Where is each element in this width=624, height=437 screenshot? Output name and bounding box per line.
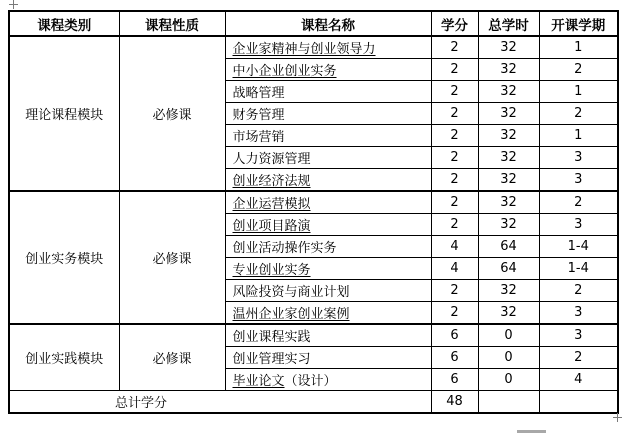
header-row [9,11,618,36]
credits-cell: 2 [431,302,478,325]
hours-cell: 32 [478,191,539,214]
hours-cell: 32 [478,169,539,192]
credits-cell: 2 [431,147,478,169]
course-row [9,191,618,214]
semester-cell: 2 [539,103,618,125]
semester-cell: 2 [539,59,618,81]
course-name-underlined: 企业家精神与创业领导力 [232,42,376,57]
course-name-cell [225,324,431,347]
hours-cell: 0 [478,324,539,347]
curriculum-table [8,10,619,414]
table-resize-handle-icon[interactable] [613,413,622,422]
semester-cell: 3 [539,324,618,347]
credits-cell: 2 [431,280,478,302]
hours-cell: 32 [478,59,539,81]
category-cell-practicum: 创业实践模块 [9,324,119,391]
course-name-plain: 创业活动操作实务 [232,241,337,256]
semester-cell: 1-4 [539,236,618,258]
hours-cell: 0 [478,369,539,391]
total-semester-empty-cell [539,391,618,414]
course-name-plain: 创业课程实践 [232,330,311,345]
nature-cell-theory: 必修课 [119,36,225,191]
gray-underline-bar [517,430,546,433]
course-name-underlined: 中小企业创业实务 [232,64,337,79]
hours-cell: 32 [478,214,539,236]
hours-cell: 32 [478,147,539,169]
credits-cell: 2 [431,191,478,214]
course-name-cell [225,369,431,391]
credits-cell: 6 [431,347,478,369]
credits-cell: 2 [431,59,478,81]
course-name-underlined: 创业项目路演 [232,219,311,234]
header-total-hours: 总学时 [478,11,539,36]
credits-cell: 2 [431,214,478,236]
semester-cell: 3 [539,147,618,169]
header-semester: 开课学期 [539,11,618,36]
hours-cell: 32 [478,81,539,103]
header-course-name: 课程名称 [225,11,431,36]
course-name-plain: 财务管理 [232,108,285,123]
total-row [9,391,618,414]
hours-cell: 32 [478,36,539,59]
semester-cell: 1 [539,125,618,147]
course-name-plain: 市场营销 [232,130,285,145]
hours-cell: 32 [478,103,539,125]
semester-cell: 3 [539,214,618,236]
header-course-category: 课程类别 [9,11,119,36]
semester-cell: 1 [539,81,618,103]
header-credits: 学分 [431,11,478,36]
course-name-cell [225,36,431,59]
course-name-plain: 创业管理实习 [232,352,311,367]
course-name-plain: 风险投资与商业计划 [232,285,350,300]
semester-cell: 3 [539,302,618,325]
hours-cell: 32 [478,125,539,147]
semester-cell: 1-4 [539,258,618,280]
credits-cell: 4 [431,236,478,258]
nature-cell-practicum: 必修课 [119,324,225,391]
semester-cell: 2 [539,191,618,214]
course-name-underlined: 温州企业家创业案例 [232,307,350,322]
credits-cell: 2 [431,169,478,192]
course-name-cell [225,59,431,81]
hours-cell: 32 [478,280,539,302]
credits-cell: 4 [431,258,478,280]
course-name-cell [225,103,431,125]
hours-cell: 32 [478,302,539,325]
total-hours-empty-cell [478,391,539,414]
credits-cell: 2 [431,81,478,103]
course-name-underlined: 专业创业实务 [232,263,311,278]
course-name-underlined: 企业运营模拟 [232,197,311,212]
semester-cell: 1 [539,36,618,59]
category-cell-theory: 理论课程模块 [9,36,119,191]
credits-cell: 6 [431,369,478,391]
semester-cell: 2 [539,280,618,302]
course-name-underlined: 创业经济法规 [232,174,311,189]
semester-cell: 3 [539,169,618,192]
nature-cell-practice: 必修课 [119,191,225,324]
hours-cell: 0 [478,347,539,369]
course-name-cell [225,81,431,103]
credits-cell: 2 [431,125,478,147]
total-credits-label: 总计学分 [9,391,431,414]
hours-cell: 64 [478,258,539,280]
course-name-plain: 战略管理 [232,86,285,101]
course-name-cell [225,302,431,325]
course-name-plain: 人力资源管理 [232,152,311,167]
course-row [9,36,618,59]
table-move-anchor-icon[interactable] [9,0,18,9]
semester-cell: 4 [539,369,618,391]
total-credits-value: 48 [431,391,478,414]
course-name-cell [225,191,431,214]
course-name-underlined: 毕业论文 [232,374,285,389]
course-row [9,324,618,347]
credits-cell: 6 [431,324,478,347]
course-name-cell [225,280,431,302]
course-name-cell [225,125,431,147]
hours-cell: 64 [478,236,539,258]
course-name-cell [225,236,431,258]
header-course-nature: 课程性质 [119,11,225,36]
course-name-cell [225,258,431,280]
semester-cell: 2 [539,347,618,369]
category-cell-practice: 创业实务模块 [9,191,119,324]
course-name-plain: （设计） [284,374,337,389]
credits-cell: 2 [431,103,478,125]
course-name-cell [225,347,431,369]
course-name-cell [225,147,431,169]
course-name-cell [225,169,431,192]
course-name-cell [225,214,431,236]
credits-cell: 2 [431,36,478,59]
